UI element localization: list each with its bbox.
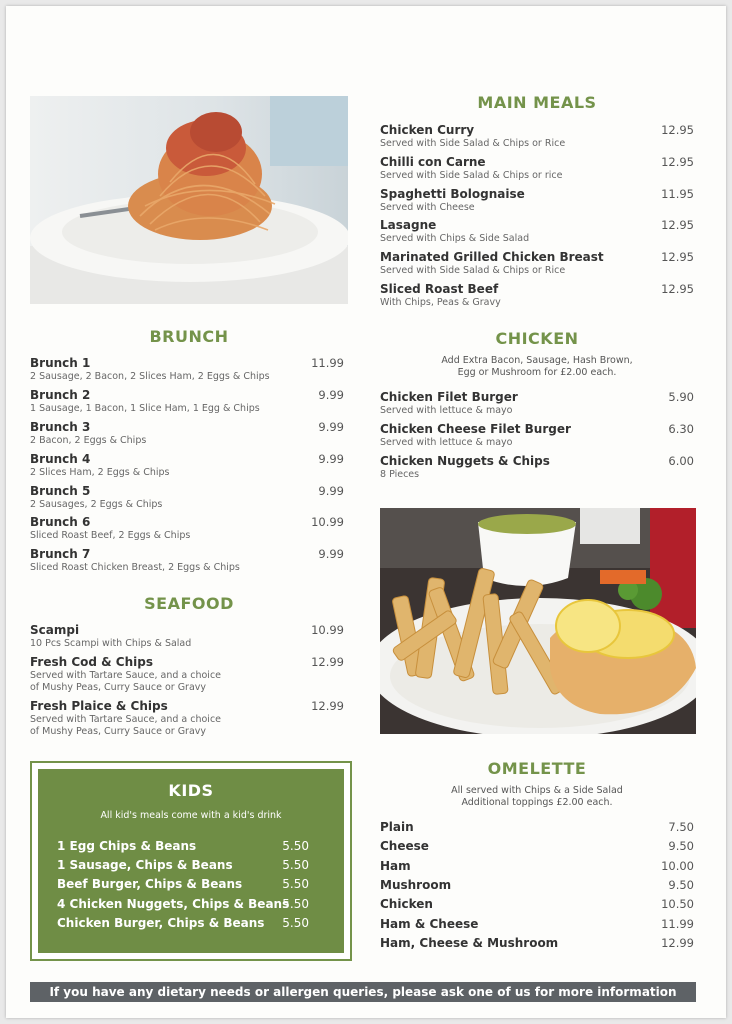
item-description: 2 Bacon, 2 Eggs & Chips xyxy=(30,435,147,446)
item-name: Lasagne xyxy=(380,218,437,232)
item-price: 9.50 xyxy=(668,839,694,853)
item-price: 12.95 xyxy=(661,250,694,264)
item-description: Served with Side Salad & Chips or Rice xyxy=(380,138,566,149)
omelette-note-line: Additional toppings £2.00 each. xyxy=(461,797,613,808)
item-name: Brunch 7 xyxy=(30,547,91,561)
item-price: 5.90 xyxy=(668,390,694,404)
menu-item xyxy=(30,356,344,383)
item-description: Served with Chips & Side Salad xyxy=(380,233,530,244)
spaghetti-bolognese-photo xyxy=(30,96,348,304)
item-price: 10.99 xyxy=(311,623,344,637)
item-name: Scampi xyxy=(30,623,80,637)
item-description: 8 Pieces xyxy=(380,469,420,480)
item-description: Served with Cheese xyxy=(380,202,475,213)
item-price: 10.99 xyxy=(311,515,344,529)
item-description: 2 Slices Ham, 2 Eggs & Chips xyxy=(30,467,170,478)
item-price: 5.50 xyxy=(282,839,309,853)
item-price: 10.00 xyxy=(661,859,694,873)
menu-item xyxy=(380,218,694,245)
omelette-item xyxy=(380,878,694,892)
menu-item xyxy=(380,454,694,481)
item-price: 12.99 xyxy=(661,936,694,950)
item-price: 9.50 xyxy=(668,878,694,892)
item-price: 9.99 xyxy=(318,452,344,466)
item-name: Cheese xyxy=(380,839,429,853)
menu-item xyxy=(30,655,344,694)
item-price: 9.99 xyxy=(318,388,344,402)
item-name: Sliced Roast Beef xyxy=(380,282,499,296)
item-description: Served with Tartare Sauce, and a choice xyxy=(30,714,222,725)
item-name: Brunch 5 xyxy=(30,484,91,498)
item-description: Served with Tartare Sauce, and a choice xyxy=(30,670,222,681)
item-name: Spaghetti Bolognaise xyxy=(380,187,525,201)
item-description: of Mushy Peas, Curry Sauce or Gravy xyxy=(30,682,207,693)
menu-item xyxy=(380,123,694,150)
item-price: 11.99 xyxy=(311,356,344,370)
item-name: Mushroom xyxy=(380,878,452,892)
item-price: 12.95 xyxy=(661,282,694,296)
item-description: With Chips, Peas & Gravy xyxy=(380,297,501,308)
item-price: 11.99 xyxy=(661,917,694,931)
item-name: Marinated Grilled Chicken Breast xyxy=(380,250,604,264)
omelette-item xyxy=(380,917,694,931)
item-price: 9.99 xyxy=(318,484,344,498)
item-description: Served with lettuce & mayo xyxy=(380,437,513,448)
menu-item xyxy=(380,390,694,417)
item-price: 6.00 xyxy=(668,454,694,468)
item-name: Chicken Cheese Filet Burger xyxy=(380,422,571,436)
item-description: 2 Sausages, 2 Eggs & Chips xyxy=(30,499,163,510)
kids-item xyxy=(57,858,309,872)
item-price: 5.50 xyxy=(282,897,309,911)
item-price: 10.50 xyxy=(661,897,694,911)
chicken-note-line: Add Extra Bacon, Sausage, Hash Brown, xyxy=(441,355,633,366)
fish-and-chips-photo xyxy=(380,508,696,734)
item-description: Sliced Roast Beef, 2 Eggs & Chips xyxy=(30,530,191,541)
kids-item xyxy=(57,897,309,911)
menu-item xyxy=(30,623,344,650)
item-name: Ham xyxy=(380,859,411,873)
kids-heading: KIDS xyxy=(168,781,214,800)
item-name: Fresh Plaice & Chips xyxy=(30,699,168,713)
item-name: Chilli con Carne xyxy=(380,155,486,169)
menu-item xyxy=(30,420,344,447)
item-name: Chicken Filet Burger xyxy=(380,390,518,404)
chicken-heading: CHICKEN xyxy=(495,329,579,348)
item-name: 1 Egg Chips & Beans xyxy=(57,839,197,853)
omelette-item xyxy=(380,936,694,950)
item-name: Beef Burger, Chips & Beans xyxy=(57,877,243,891)
item-description: 10 Pcs Scampi with Chips & Salad xyxy=(30,638,192,649)
item-name: Plain xyxy=(380,820,414,834)
item-name: Ham, Cheese & Mushroom xyxy=(380,936,559,950)
item-price: 5.50 xyxy=(282,877,309,891)
kids-menu-box xyxy=(30,761,352,961)
menu-item xyxy=(30,388,344,415)
item-price: 7.50 xyxy=(668,820,694,834)
kids-note: All kid's meals come with a kid's drink xyxy=(100,810,282,821)
kids-item xyxy=(57,916,309,930)
item-name: Brunch 4 xyxy=(30,452,91,466)
menu-item xyxy=(380,282,694,309)
item-name: Chicken Nuggets & Chips xyxy=(380,454,550,468)
item-name: Chicken xyxy=(380,897,433,911)
omelette-note-line: All served with Chips & a Side Salad xyxy=(451,785,623,796)
omelette-item xyxy=(380,897,694,911)
allergen-footer: If you have any dietary needs or allergen queries, please ask one of us for more information xyxy=(30,982,696,1002)
item-name: 4 Chicken Nuggets, Chips & Beans xyxy=(57,897,290,911)
omelette-item xyxy=(380,839,694,853)
item-name: Brunch 1 xyxy=(30,356,91,370)
menu-item xyxy=(30,547,344,574)
omelette-heading: OMELETTE xyxy=(487,759,587,778)
item-price: 5.50 xyxy=(282,916,309,930)
item-name: Brunch 6 xyxy=(30,515,91,529)
item-price: 5.50 xyxy=(282,858,309,872)
item-name: 1 Sausage, Chips & Beans xyxy=(57,858,233,872)
brunch-heading: BRUNCH xyxy=(149,327,229,346)
kids-menu-panel xyxy=(38,769,344,953)
item-price: 9.99 xyxy=(318,547,344,561)
kids-item xyxy=(57,877,309,891)
menu-item xyxy=(380,187,694,214)
omelette-item xyxy=(380,820,694,834)
omelette-note xyxy=(380,785,694,809)
menu-item xyxy=(30,515,344,542)
item-name: Ham & Cheese xyxy=(380,917,479,931)
item-description: Served with lettuce & mayo xyxy=(380,405,513,416)
item-name: Chicken Burger, Chips & Beans xyxy=(57,916,265,930)
menu-item xyxy=(380,155,694,182)
item-name: Brunch 2 xyxy=(30,388,91,402)
seafood-heading: SEAFOOD xyxy=(144,594,234,613)
menu-item xyxy=(30,452,344,479)
menu-item xyxy=(30,484,344,511)
item-price: 12.99 xyxy=(311,655,344,669)
item-description: Served with Side Salad & Chips or rice xyxy=(380,170,563,181)
chicken-note-line: Egg or Mushroom for £2.00 each. xyxy=(457,367,617,378)
item-price: 6.30 xyxy=(668,422,694,436)
item-price: 9.99 xyxy=(318,420,344,434)
menu-item xyxy=(30,699,344,738)
item-price: 12.95 xyxy=(661,155,694,169)
item-description: of Mushy Peas, Curry Sauce or Gravy xyxy=(30,726,207,737)
item-description: 1 Sausage, 1 Bacon, 1 Slice Ham, 1 Egg & Chips xyxy=(30,403,260,414)
menu-item xyxy=(380,250,694,277)
omelette-item xyxy=(380,859,694,873)
item-price: 12.95 xyxy=(661,123,694,137)
item-name: Fresh Cod & Chips xyxy=(30,655,154,669)
item-price: 12.99 xyxy=(311,699,344,713)
item-price: 12.95 xyxy=(661,218,694,232)
item-description: Sliced Roast Chicken Breast, 2 Eggs & Chips xyxy=(30,562,240,573)
item-name: Chicken Curry xyxy=(380,123,475,137)
kids-item xyxy=(57,839,309,853)
item-price: 11.95 xyxy=(661,187,694,201)
item-description: 2 Sausage, 2 Bacon, 2 Slices Ham, 2 Eggs & Chips xyxy=(30,371,270,382)
menu-page xyxy=(6,6,726,1018)
menu-item xyxy=(380,422,694,449)
main-meals-heading: MAIN MEALS xyxy=(477,93,597,112)
item-description: Served with Side Salad & Chips or Rice xyxy=(380,265,566,276)
chicken-note xyxy=(380,355,694,379)
item-name: Brunch 3 xyxy=(30,420,91,434)
